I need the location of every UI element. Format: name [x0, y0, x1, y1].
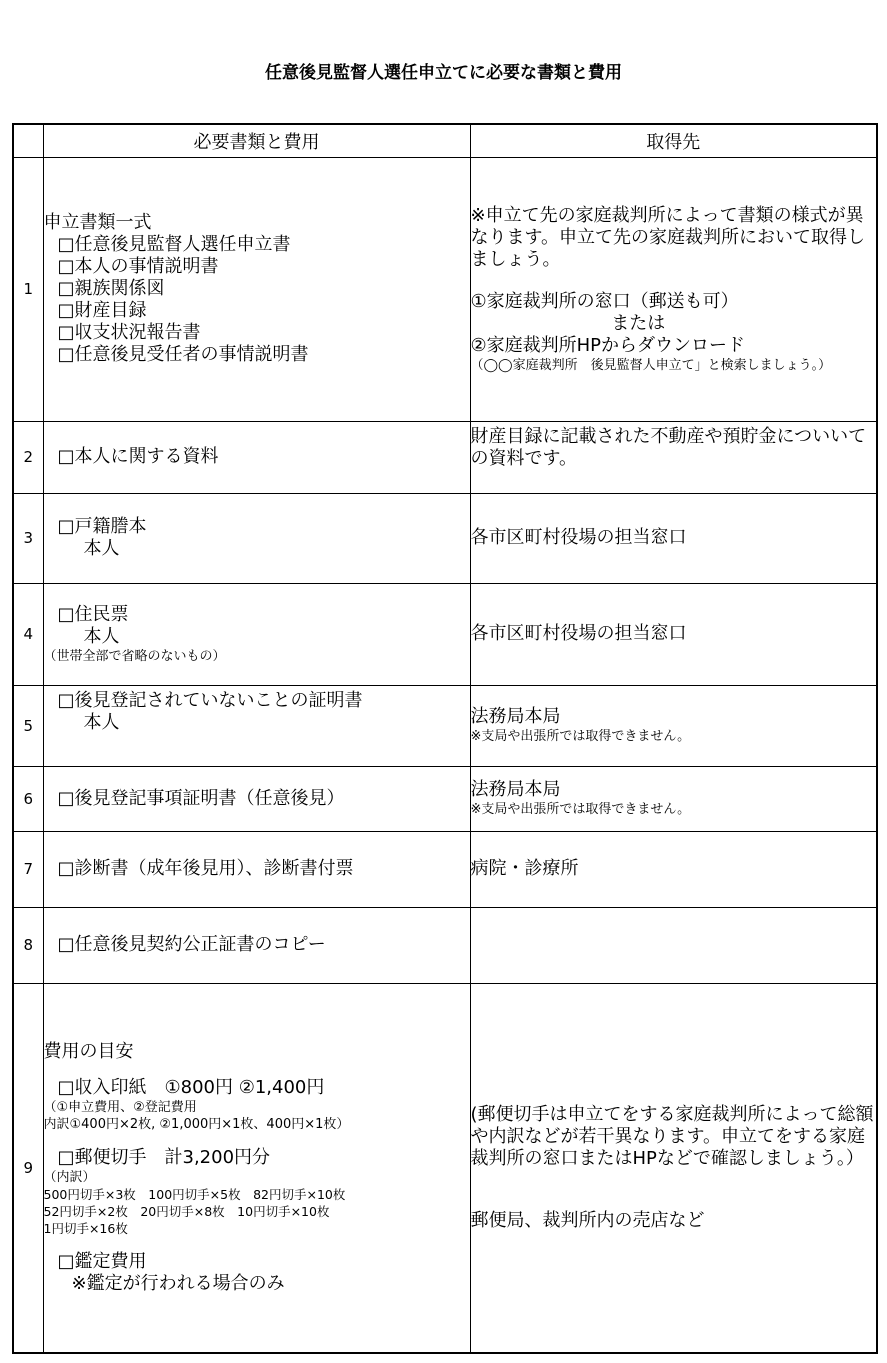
- doc-item: 本人: [83, 625, 120, 647]
- docs-cell: [43, 907, 470, 983]
- doc-note: （世帯全部で省略のないもの）: [43, 648, 226, 664]
- requirements-table: [12, 123, 878, 1354]
- doc-item: 費用の目安: [43, 1040, 134, 1062]
- doc-note: 1円切手×16枚: [43, 1220, 128, 1236]
- table-row: [13, 157, 877, 421]
- doc-item: □収入印紙 ①800円 ②1,400円: [57, 1076, 325, 1098]
- source-cell: [470, 907, 877, 983]
- doc-item: □住民票: [57, 603, 129, 625]
- table-row: [13, 685, 877, 766]
- table-row: [13, 493, 877, 583]
- source-item: 各市区町村役場の担当窓口: [470, 623, 687, 644]
- row-number: 9: [13, 983, 43, 1353]
- source-item: 郵便局、裁判所内の売店など: [470, 1209, 705, 1231]
- table-row: [13, 583, 877, 685]
- source-note: ※支局や出張所では取得できません。: [470, 729, 691, 744]
- row-number: 3: [13, 493, 43, 583]
- source-note: ※申立て先の家庭裁判所によって書類の様式が異なります。申立て先の家庭裁判所において取得しましょう。: [470, 204, 866, 270]
- page-title: 任意後見監督人選任申立てに必要な書類と費用: [265, 63, 622, 83]
- docs-cell: [43, 157, 470, 421]
- source-cell: [470, 766, 877, 831]
- docs-cell: [43, 685, 470, 766]
- table-row: [13, 831, 877, 907]
- table-row: [13, 907, 877, 983]
- table-row: [13, 766, 877, 831]
- doc-item: □財産目録: [57, 300, 147, 321]
- source-cell: [470, 685, 877, 766]
- source-item: 法務局本局: [470, 779, 561, 800]
- doc-note: 52円切手×2枚 20円切手×8枚 10円切手×10枚: [43, 1203, 330, 1219]
- doc-item: □本人の事情説明書: [57, 256, 219, 277]
- source-item: または: [611, 312, 666, 334]
- source-item: 病院・診療所: [470, 858, 579, 879]
- header-source: 取得先: [470, 124, 877, 157]
- source-cell: [470, 831, 877, 907]
- doc-item: 申立書類一式: [43, 212, 152, 233]
- docs-cell: [43, 493, 470, 583]
- doc-item: □後見登記事項証明書（任意後見）: [57, 787, 345, 809]
- docs-cell: [43, 421, 470, 493]
- doc-note: 500円切手×3枚 100円切手×5枚 82円切手×10枚: [43, 1186, 346, 1202]
- source-cell: [470, 421, 877, 493]
- table-row: [13, 421, 877, 493]
- row-number: 8: [13, 907, 43, 983]
- docs-cell: [43, 766, 470, 831]
- source-cell: [470, 157, 877, 421]
- source-cell: [470, 583, 877, 685]
- header-docs: 必要書類と費用: [43, 124, 470, 157]
- source-item: 各市区町村役場の担当窓口: [470, 527, 687, 548]
- doc-note: 内訳①400円×2枚, ②1,000円×1枚、400円×1枚）: [43, 1116, 350, 1132]
- table-header-row: [13, 124, 877, 157]
- doc-item: 本人: [83, 538, 120, 559]
- source-item: ②家庭裁判所HPからダウンロード: [470, 334, 746, 356]
- source-item: ①家庭裁判所の窓口（郵送も可）: [470, 290, 739, 312]
- doc-item: □任意後見受任者の事情説明書: [57, 344, 309, 365]
- doc-item: □診断書（成年後見用）、診断書付票: [57, 858, 354, 879]
- row-number: 5: [13, 685, 43, 766]
- doc-item: 本人: [83, 711, 120, 733]
- source-cell: [470, 983, 877, 1353]
- doc-item: □後見登記されていないことの証明書: [57, 689, 363, 711]
- doc-item: □任意後見契約公正証書のコピー: [57, 934, 326, 955]
- source-note: (郵便切手は申立てをする家庭裁判所によって総額や内訳などが若干異なります。申立てをする家庭裁判所の窓口またはHPなどで確認しましょう。）: [470, 1103, 874, 1169]
- doc-item: ※鑑定が行われる場合のみ: [71, 1272, 285, 1294]
- doc-item: □収支状況報告書: [57, 322, 201, 343]
- doc-item: □鑑定費用: [57, 1250, 147, 1272]
- source-note: （◯◯家庭裁判所 後見監督人申立て」と検索しましょう。）: [470, 357, 832, 373]
- row-number: 4: [13, 583, 43, 685]
- header-number-cell: [13, 124, 43, 157]
- row-number: 1: [13, 157, 43, 421]
- source-item: 法務局本局: [470, 706, 561, 727]
- docs-cell: [43, 583, 470, 685]
- source-cell: [470, 493, 877, 583]
- doc-item: □戸籍謄本: [57, 516, 147, 537]
- docs-cell: [43, 831, 470, 907]
- doc-item: □本人に関する資料: [57, 446, 219, 467]
- doc-item: □親族関係図: [57, 278, 165, 299]
- row-number: 2: [13, 421, 43, 493]
- docs-cell: [43, 983, 470, 1353]
- table-row: [13, 983, 877, 1353]
- row-number: 7: [13, 831, 43, 907]
- row-number: 6: [13, 766, 43, 831]
- source-item: 財産目録に記載された不動産や預貯金についいての資料です。: [470, 425, 867, 469]
- doc-item: □郵便切手 計3,200円分: [57, 1146, 271, 1168]
- doc-item: □任意後見監督人選任申立書: [57, 234, 291, 255]
- doc-note: （①申立費用、②登記費用: [43, 1099, 197, 1115]
- doc-note: （内訳）: [43, 1169, 96, 1185]
- source-note: ※支局や出張所では取得できません。: [470, 802, 691, 817]
